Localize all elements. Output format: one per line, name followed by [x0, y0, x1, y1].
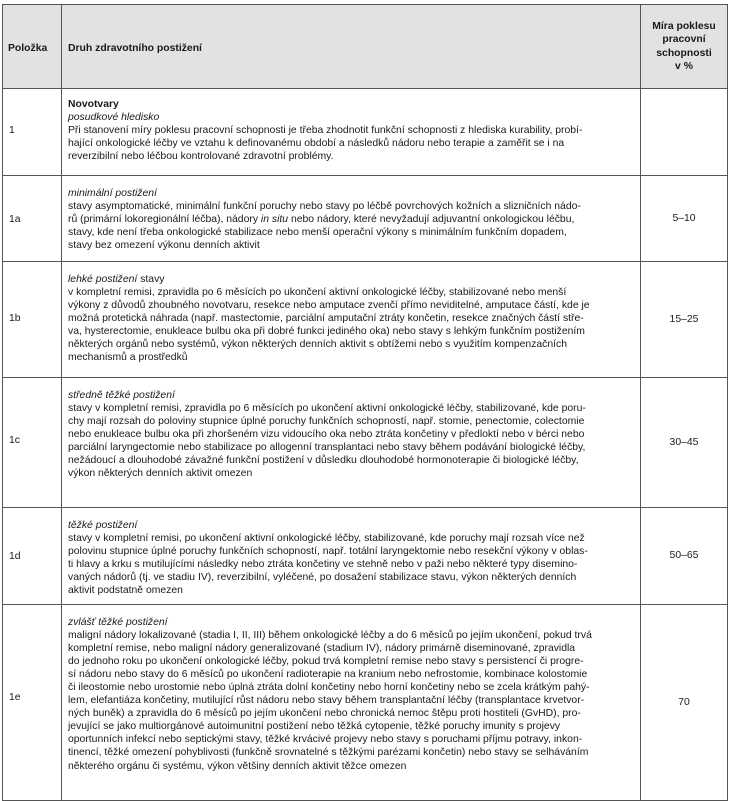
description-line — [68, 213, 636, 226]
description-line: sí nádoru nebo stavy do 6 měsíců po ukončení radioterapie na kranium nebo nefrostomie, kombinace kolostomie — [68, 669, 588, 681]
item-description — [62, 89, 641, 176]
description-line: nežádoucí a dlouhodobé závažné funkční postižení v důsledku dlouhodobé hormonoterapie či biologické léčby, — [68, 455, 579, 467]
description-text: rů (primární lokoregionální léčba), nádory — [68, 214, 261, 226]
table-header-row — [3, 5, 728, 89]
description-line: stavy bez omezení výkonu denních aktivit — [68, 240, 260, 252]
section-subtitle: posudkové hledisko — [68, 112, 160, 124]
item-id: 1d — [3, 508, 62, 605]
description-line: maligní nádory lokalizované (stadia I, II, III) během onkologické léčby a do 6 měsíců po jejím ukončení, pokud trvá — [68, 630, 592, 642]
rate-value: 5–10 — [641, 176, 728, 262]
description-line: do jednoho roku po ukončení onkologické léčby, pokud trvá kompletní remise nebo stavy s persistencí či progre- — [68, 656, 584, 668]
description-line: Při stanovení míry poklesu pracovní schopnosti je třeba zhodnotit funkční schopnosti z hlediska kurability, probí- — [68, 125, 583, 137]
item-description — [62, 508, 641, 605]
description-line: či ileostomie nebo urostomie nebo úplná ztráta dolní končetiny nebo horní končetiny nebo se zcela krátkým pahý- — [68, 682, 590, 694]
item-description — [62, 378, 641, 508]
section-subtitle: lehké postižení — [68, 274, 138, 285]
description-line: některých orgánů nebo systémů, výkon některých denních aktivit s obtížemi nebo s využitím kompenzačních — [68, 339, 567, 351]
header-rate-line: schopnosti — [656, 47, 712, 59]
table-row — [3, 508, 728, 605]
description-line: ných buněk) a zpravidla do 6 měsíců po jejím ukončení nebo chronická nemoc štěpu proti hostiteli (GvHD), pro- — [68, 708, 581, 720]
description-line: reverzibilní nebo léčbou kontrolované zdravotní problémy. — [68, 151, 334, 163]
description-line: tinencí, těžké omezení pohyblivosti (funkčně srovnatelné s těžkými parézami končetin) nebo stavy se selháváním — [68, 747, 589, 759]
description-line: hající onkologické léčby ve vztahu k definovanému období a následků nádoru nebo terapie a zaměřit se i na — [68, 138, 565, 150]
item-id: 1b — [3, 262, 62, 378]
description-line: možná protetická náhrada (např. mastectomie, parciální amputační ztráty končetin, resekce značných částí stře- — [68, 313, 584, 325]
in-situ-term: in situ — [260, 214, 289, 226]
disability-assessment-table — [2, 4, 728, 801]
description-text: stavy — [137, 274, 165, 285]
table-row — [3, 89, 728, 176]
description-line: výkon některých denních aktivit omezen — [68, 468, 253, 480]
header-rate-line: pracovní — [662, 34, 706, 46]
description-line: některého orgánu či systému, výkon většiny denních aktivit těžce omezen — [68, 760, 407, 772]
item-id: 1 — [3, 89, 62, 176]
item-id: 1c — [3, 378, 62, 508]
description-line: vaných nádorů (tj. ve stadiu IV), reverzibilní, vyléčené, po dosažení stabilizace stavu, výkon některých denních — [68, 572, 577, 584]
table-row — [3, 176, 728, 262]
description-line: mechanismů a prostředků — [68, 352, 188, 364]
item-id: 1a — [3, 176, 62, 262]
rate-value: 15–25 — [641, 262, 728, 378]
rate-value — [641, 89, 728, 176]
rate-value: 50–65 — [641, 508, 728, 605]
description-line: ti hlavy a krku s mutilujícími následky nebo ztráta končetiny ve stehně nebo v paži nebo některé typy disemino- — [68, 559, 578, 571]
header-type: Druh zdravotního postižení — [62, 5, 641, 89]
description-line: nebo enukleace bulbu oka při zhoršeném vizu vidoucího oka nebo ztráta končetiny v předloktí nebo v bérci nebo — [68, 429, 585, 441]
item-description — [62, 262, 641, 378]
description-line: aktivit podstatně omezen — [68, 585, 183, 597]
description-text: nebo nádory, které nevyžadují adjuvantní onkologickou léčbu, — [288, 214, 575, 226]
header-rate-line: v % — [675, 60, 693, 72]
item-description — [62, 176, 641, 262]
item-id: 1e — [3, 605, 62, 801]
description-line: chy mají rozsah do poloviny stupnice úplné poruchy funkčních schopností, např. stomie, penectomie, colectomie — [68, 416, 585, 428]
table-row — [3, 262, 728, 378]
description-line: výkony z důvodů zhoubného novotvaru, resekce nebo amputace zvenčí přímo neviditelné, amputace částí, kde je — [68, 300, 590, 312]
description-line: jevující se jako multiorgánové autoimunitní postižení nebo těžká cytopenie, těžké poruchy imunity s projevy — [68, 721, 561, 733]
table-row — [3, 378, 728, 508]
rate-value: 30–45 — [641, 378, 728, 508]
description-line: va, hysterectomie, enukleace bulbu oka při dobré funkci jediného oka) nebo stavy s lehkým funkčním postižením — [68, 326, 585, 338]
description-line: kompletní remise, nebo maligní nádory generalizované (stadium IV), nádory primárně diseminované, zpravidla — [68, 643, 576, 655]
description-line: stavy asymptomatické, minimální funkční poruchy nebo stavy po léčbě povrchových kožních a slizničních nádo- — [68, 201, 581, 213]
section-title: Novotvary — [68, 99, 119, 110]
description-line: stavy, kde není třeba onkologické stabilizace nebo menší operační výkony s minimálním funkčním dopadem, — [68, 227, 567, 239]
description-line: parciální laryngectomie nebo stabilizace po allogenní transplantaci nebo stavy během podávání biologické léčby, — [68, 442, 586, 454]
header-rate — [641, 5, 728, 89]
description-line: stavy v kompletní remisi, po ukončení aktivní onkologické léčby, stabilizované, kde poruchy mají rozsah více než — [68, 533, 585, 545]
description-line: oportunních infekcí nebo septickými stavy, těžké krvácivé projevy nebo stavy s poruchami příjmu potravy, inkon- — [68, 734, 583, 746]
section-subtitle: zvlášť těžké postižení — [68, 617, 168, 628]
item-description — [62, 605, 641, 801]
description-line: polovinu stupnice úplné poruchy funkčních schopností, např. totální laryngektomie nebo resekční výkony v oblas- — [68, 546, 588, 558]
section-subtitle: středně těžké postižení — [68, 390, 175, 401]
header-item: Položka — [3, 5, 62, 89]
section-subtitle: minimální postižení — [68, 188, 157, 199]
rate-value: 70 — [641, 605, 728, 801]
table-row — [3, 605, 728, 801]
description-line: v kompletní remisi, zpravidla po 6 měsících po ukončení aktivní onkologické léčby, stabilizované nebo menší — [68, 287, 567, 299]
description-line: lem, elefantiáza končetiny, mutilující růst nádoru nebo stavy během transplantační léčby (transplantace krvetvor- — [68, 695, 585, 707]
section-subtitle: těžké postižení — [68, 520, 138, 531]
header-rate-line: Míra poklesu — [652, 21, 716, 33]
description-line: stavy v kompletní remisi, zpravidla po 6 měsících po ukončení aktivní onkologické léčby, stabilizované, kde poru- — [68, 403, 586, 415]
section-subtitle-line — [68, 273, 636, 286]
